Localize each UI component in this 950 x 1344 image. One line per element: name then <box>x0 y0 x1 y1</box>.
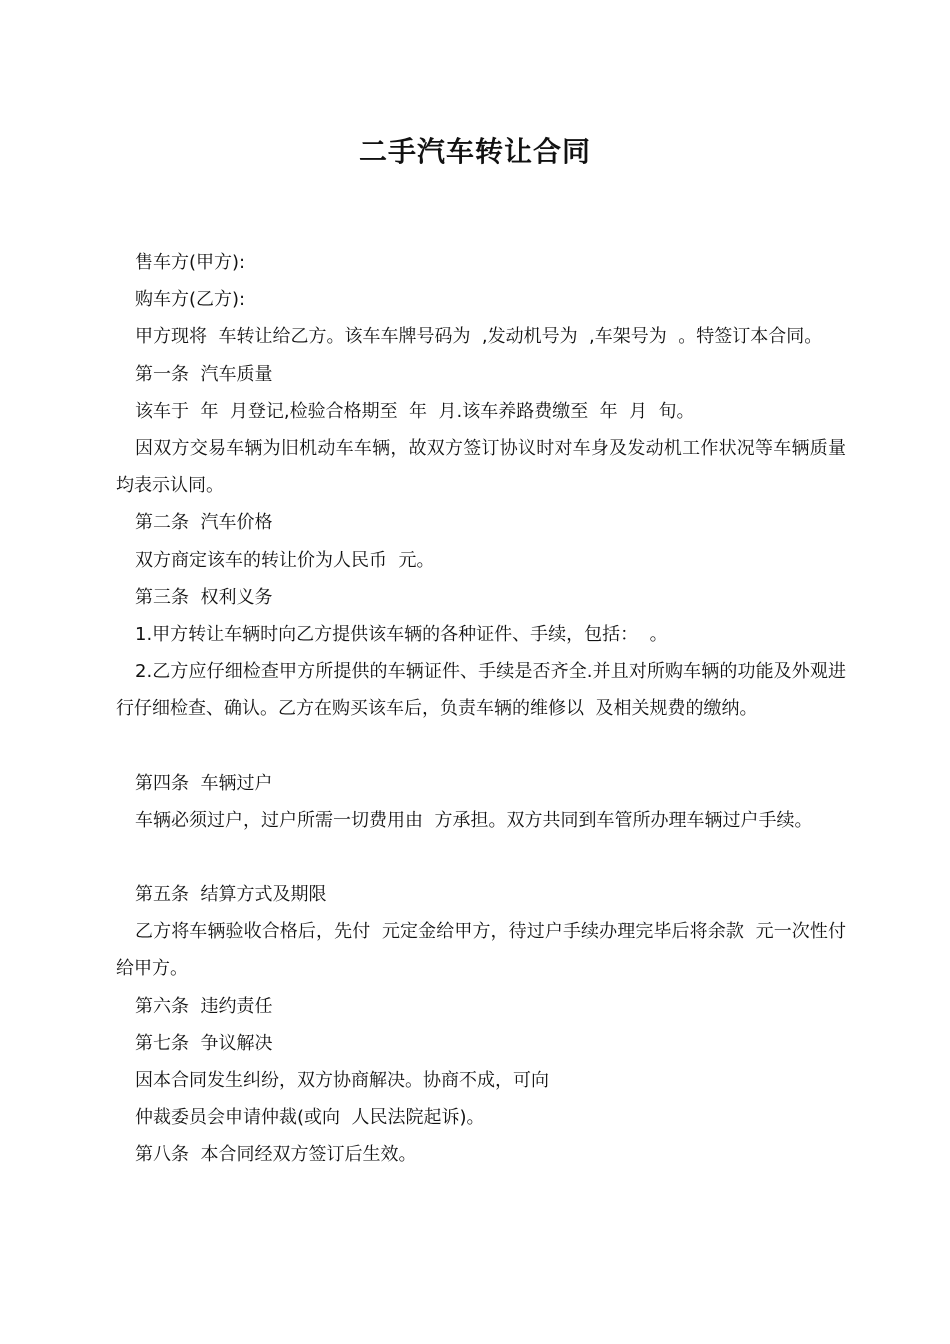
article-2-heading: 第二条 汽车价格 <box>135 512 273 534</box>
article-3-heading: 第三条 权利义务 <box>135 586 273 608</box>
article-1-quality-acknowledgement: 因双方交易车辆为旧机动车车辆，故双方签订协议时对车身及发动机工作状况等车辆质量均表示认同。 <box>116 438 846 497</box>
article-1-heading: 第一条 汽车质量 <box>135 363 273 385</box>
article-1-registration: 该车于 年 月登记,检验合格期至 年 月.该车养路费缴至 年 月 旬。 <box>135 400 695 422</box>
article-4-heading: 第四条 车辆过户 <box>135 772 273 794</box>
article-2-price: 双方商定该车的转让价为人民币 元。 <box>135 549 435 571</box>
seller-line: 售车方(甲方): <box>135 252 246 273</box>
article-3-clause-1: 1.甲方转让车辆时向乙方提供该车辆的各种证件、手续，包括： 。 <box>135 624 668 646</box>
article-7-heading: 第七条 争议解决 <box>135 1032 273 1054</box>
article-5-payment: 乙方将车辆验收合格后，先付 元定金给甲方，待过户手续办理完毕后将余款 元一次性付给甲方。 <box>116 921 846 980</box>
article-3-clause-2: 2.乙方应仔细检查甲方所提供的车辆证件、手续是否齐全.并且对所购车辆的功能及外观进行仔细检查、确认。乙方在购买该车后，负责车辆的维修以 及相关规费的缴纳。 <box>116 661 846 720</box>
document-title: 二手汽车转让合同 <box>358 135 591 168</box>
article-6-heading: 第六条 违约责任 <box>135 995 273 1017</box>
article-8-heading: 第八条 本合同经双方签订后生效。 <box>135 1144 417 1166</box>
article-7-arbitration: 仲裁委员会申请仲裁(或向 人民法院起诉)。 <box>135 1107 485 1129</box>
article-5-heading: 第五条 结算方式及期限 <box>135 884 327 906</box>
transfer-statement: 甲方现将 车转让给乙方。该车车牌号码为 ,发动机号为 ,车架号为 。特签订本合同。 <box>135 326 823 348</box>
buyer-line: 购车方(乙方): <box>135 289 246 311</box>
article-4-transfer: 车辆必须过户，过户所需一切费用由 方承担。双方共同到车管所办理车辆过户手续。 <box>135 809 813 831</box>
article-7-negotiation: 因本合同发生纠纷，双方协商解决。协商不成，可向 <box>135 1070 549 1092</box>
document-body <box>116 244 846 1174</box>
